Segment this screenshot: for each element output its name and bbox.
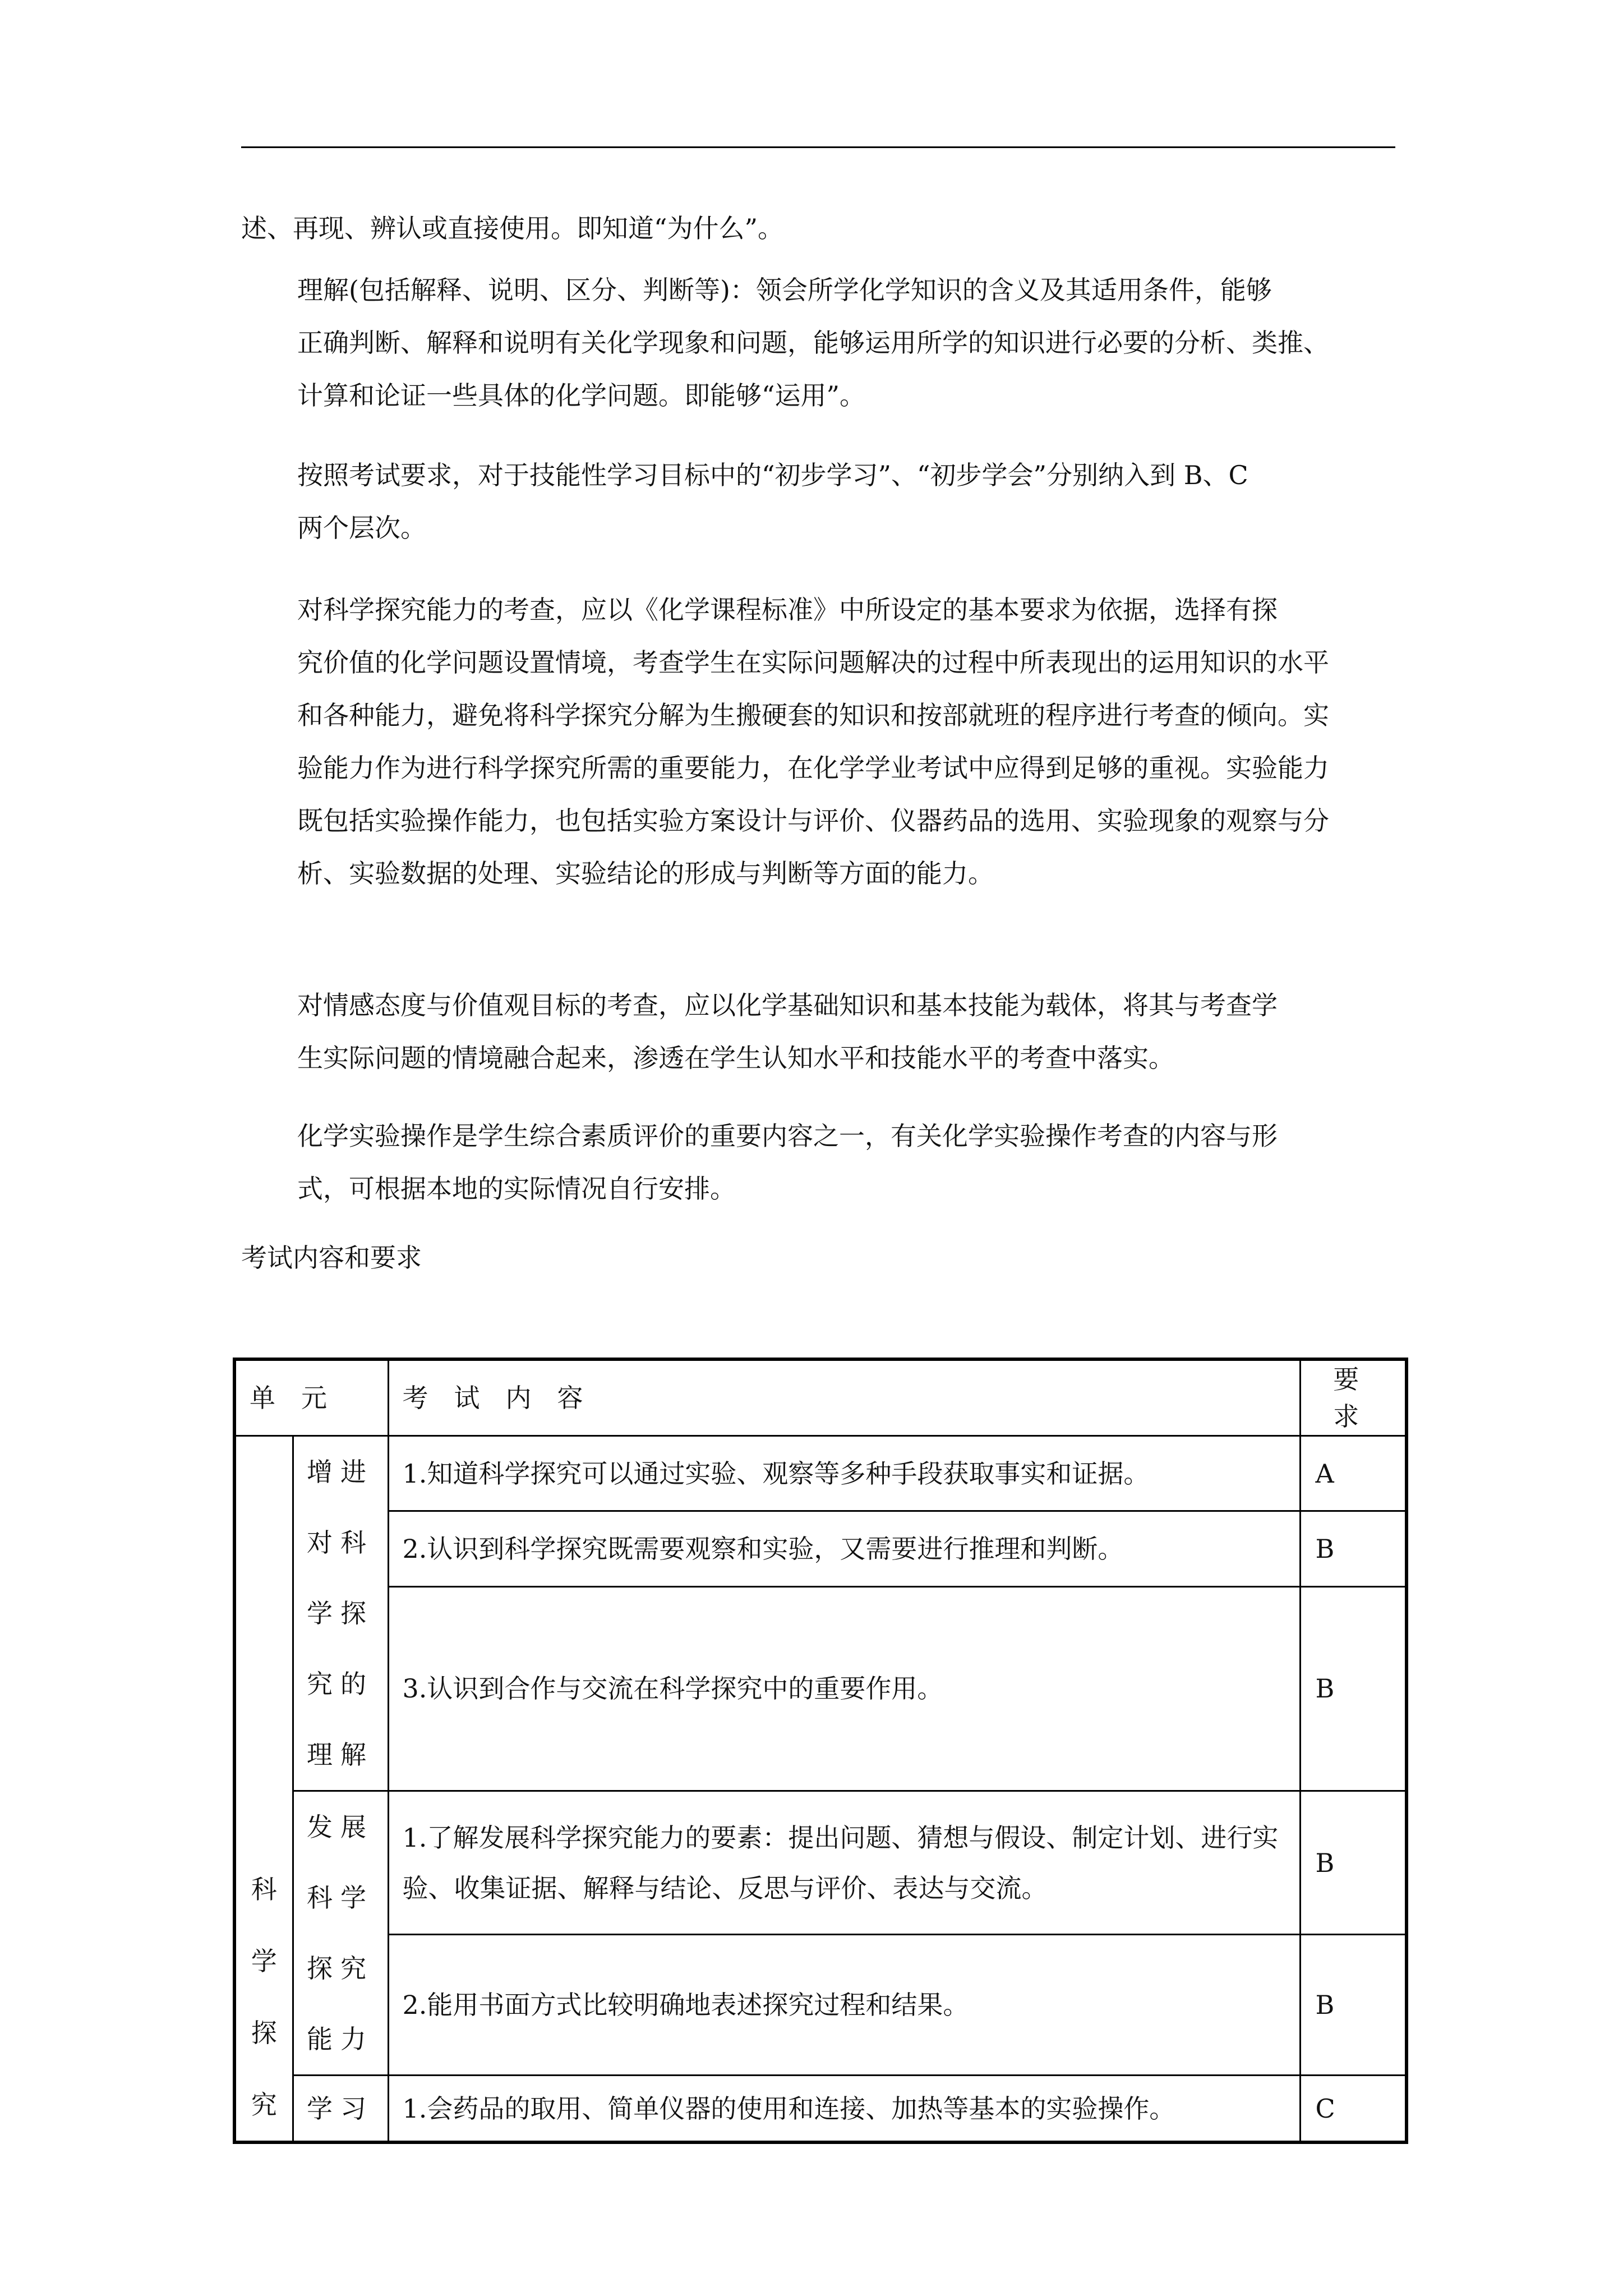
paragraph-lab-operation [241,1118,1395,1207]
level-cell: B [1300,1511,1407,1586]
content-cell: 2.能用书面方式比较明确地表述探究过程和结果。 [388,1935,1300,2076]
paragraph-skill-levels [241,457,1395,546]
text-line: 化学实验操作是学生综合素质评价的重要内容之一，有关化学实验操作考查的内容与形 [297,1121,1278,1151]
requirements-table [233,1358,1408,2144]
table-row [234,1935,1407,2076]
level-cell: B [1300,1791,1407,1935]
text-line: 按照考试要求，对于技能性学习目标中的“初步学习”、“初步学会”分别纳入到 B、C [297,460,1248,490]
text-line: 两个层次。 [297,513,426,543]
content-cell: 1.会药品的取用、简单仪器的使用和连接、加热等基本的实验操作。 [388,2076,1300,2143]
level-cell: C [1300,2076,1407,2143]
table-row [234,1436,1407,1511]
text-line: 究价值的化学问题设置情境，考查学生在实际问题解决的过程中所表现出的运用知识的水平 [297,647,1329,678]
table-row [234,2076,1407,2143]
level-cell: A [1300,1436,1407,1511]
content-cell: 1.了解发展科学探究能力的要素：提出问题、猜想与假设、制定计划、进行实验、收集证据、解释与结论、反思与评价、表达与交流。 [388,1791,1300,1935]
paragraph-inquiry-ability [241,592,1395,892]
text-line: 计算和论证一些具体的化学问题。即能够“运用”。 [297,380,866,411]
text-line: 生实际问题的情境融合起来，渗透在学生认知水平和技能水平的考查中落实。 [297,1043,1174,1073]
paragraph-understanding [241,272,1395,414]
table-row [234,1791,1407,1935]
paragraph-attitude [241,987,1395,1076]
sub-unit-label-ability: 发展 科学 探究 能力 [293,1791,388,2076]
level-cell: B [1300,1935,1407,2076]
main-unit-label: 科 学 探 究 [234,1436,293,2143]
sub-unit-label-learning: 学习 [293,2076,388,2143]
text-line: 既包括实验操作能力，也包括实验方案设计与评价、仪器药品的选用、实验现象的观察与分 [297,806,1329,836]
content-cell: 1.知道科学探究可以通过实验、观察等多种手段获取事实和证据。 [388,1436,1300,1511]
text-line: 式，可根据本地的实际情况自行安排。 [297,1174,736,1204]
text-line: 正确判断、解释和说明有关化学现象和问题，能够运用所学的知识进行必要的分析、类推、 [297,328,1329,358]
paragraph-continuation [241,210,1395,247]
text-line: 理解(包括解释、说明、区分、判断等)：领会所学化学知识的含义及其适用条件，能够 [297,275,1272,305]
text-line: 和各种能力，避免将科学探究分解为生搬硬套的知识和按部就班的程序进行考查的倾向。实 [297,700,1329,730]
text-line: 述、再现、辨认或直接使用。即知道“为什么”。 [241,213,784,243]
header-content: 考试内容 [388,1359,1300,1436]
table-header-row [234,1359,1407,1436]
content-cell: 2.认识到科学探究既需要观察和实验，又需要进行推理和判断。 [388,1511,1300,1586]
text-line: 析、实验数据的处理、实验结论的形成与判断等方面的能力。 [297,858,994,889]
table-row [234,1511,1407,1586]
header-requirement: 要求 [1300,1359,1407,1436]
header-unit: 单元 [234,1359,388,1436]
section-heading: 考试内容和要求 [241,1243,422,1273]
header-rule [241,146,1395,148]
text-line: 对科学探究能力的考查，应以《化学课程标准》中所设定的基本要求为依据，选择有探 [297,595,1278,625]
sub-unit-label-understanding: 增进 对科 学探 究的 理解 [293,1436,388,1791]
text-line: 对情感态度与价值观目标的考查，应以化学基础知识和基本技能为载体，将其与考查学 [297,990,1278,1020]
content-cell: 3.认识到合作与交流在科学探究中的重要作用。 [388,1586,1300,1791]
level-cell: B [1300,1586,1407,1791]
table-row [234,1586,1407,1791]
text-line: 验能力作为进行科学探究所需的重要能力，在化学学业考试中应得到足够的重视。实验能力 [297,753,1329,783]
